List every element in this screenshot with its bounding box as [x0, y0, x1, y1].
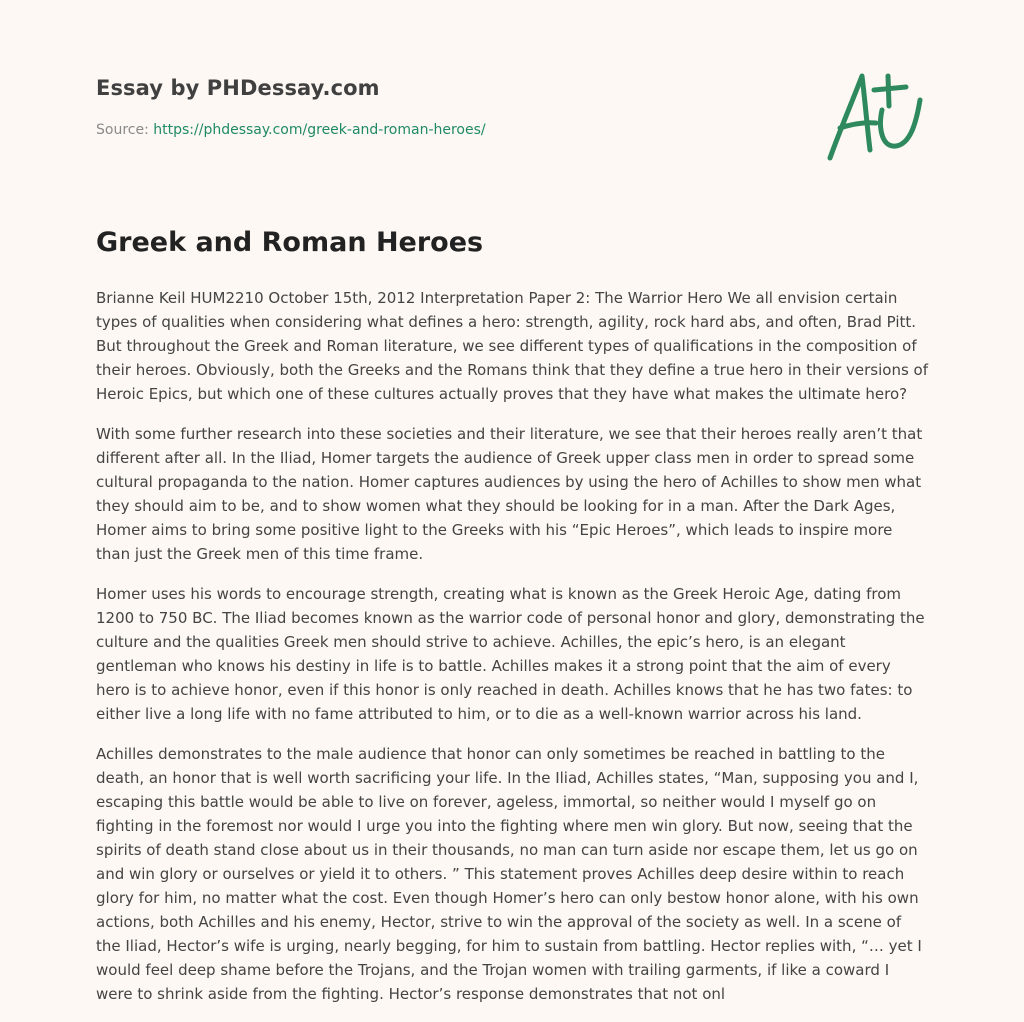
essay-paragraph: Homer uses his words to encourage strength, creating what is known as the Greek Heroic Age, dating from 1200 to 750 BC. The Iliad becomes known as the warrior code of personal honor and glory, demonstrating the culture and the qualities Greek men should strive to achieve. Achilles, the epic’s hero, is an elegant gentleman who knows his destiny in life is to battle. Achilles makes it a strong point that the aim of every hero is to achieve honor, even if this honor is only reached in death. Achilles knows that he has two fates: to either live a long life with no fame attributed to him, or to die as a well-known warrior across his land. — [96, 585, 925, 723]
source-label: Source: — [96, 122, 149, 138]
source-link[interactable]: https://phdessay.com/greek-and-roman-heroes/ — [153, 122, 486, 138]
essay-paragraph: With some further research into these societies and their literature, we see that their heroes really aren’t that different after all. In the Iliad, Homer targets the audience of Greek upper class men in order to spread some cultural propaganda to the nation. Homer captures audiences by using the hero of Achilles to show men what they should aim to be, and to show women what they should be looking for in a man. After the Dark Ages, Homer aims to bring some positive light to the Greeks with his “Epic Heroes”, which leads to inspire more than just the Greek men of this time frame. — [96, 425, 923, 563]
page-header — [96, 76, 796, 138]
site-title: Essay by PHDessay.com — [96, 76, 380, 100]
essay-paragraph: Achilles demonstrates to the male audience that honor can only sometimes be reached in battling to the death, an honor that is well worth sacrificing your life. In the Iliad, Achilles states, “Man, supposing you and I, escaping this battle would be able to live on forever, ageless, immortal, so neither would I myself go on fighting in the foremost nor would I urge you into the fighting where men win glory. But now, seeing that the spirits of death stand close about us in their thousands, no man can turn aside nor escape them, let us go on and win glory or ourselves or yield it to others. ” This statement proves Achilles deep desire within to reach glory for him, no matter what the cost. Even though Homer’s hero can only bestow honor alone, with his own actions, both Achilles and his enemy, Hector, strive to win the approval of the society as well. In a scene of the Iliad, Hector’s wife is urging, nearly begging, for him to sustain from battling. Hector replies with, “… yet I would feel deep shame before the Trojans, and the Trojan women with trailing garments, if like a coward I were to shrink aside from the fighting. Hector’s response demonstrates that not onl — [96, 745, 922, 1003]
a-plus-grade-icon — [818, 66, 928, 166]
essay-paragraph: Brianne Keil HUM2210 October 15th, 2012 Interpretation Paper 2: The Warrior Hero We all envision certain types of qualities when considering what defines a hero: strength, agility, rock hard abs, and often, Brad Pitt. But throughout the Greek and Roman literature, we see different types of qualifications in the composition of their heroes. Obviously, both the Greeks and the Romans think that they define a true hero in their versions of Heroic Epics, but which one of these cultures actually proves that they have what makes the ultimate hero? — [96, 289, 929, 403]
essay-body — [96, 286, 928, 1022]
source-line — [96, 122, 796, 138]
essay-title: Greek and Roman Heroes — [96, 227, 484, 258]
